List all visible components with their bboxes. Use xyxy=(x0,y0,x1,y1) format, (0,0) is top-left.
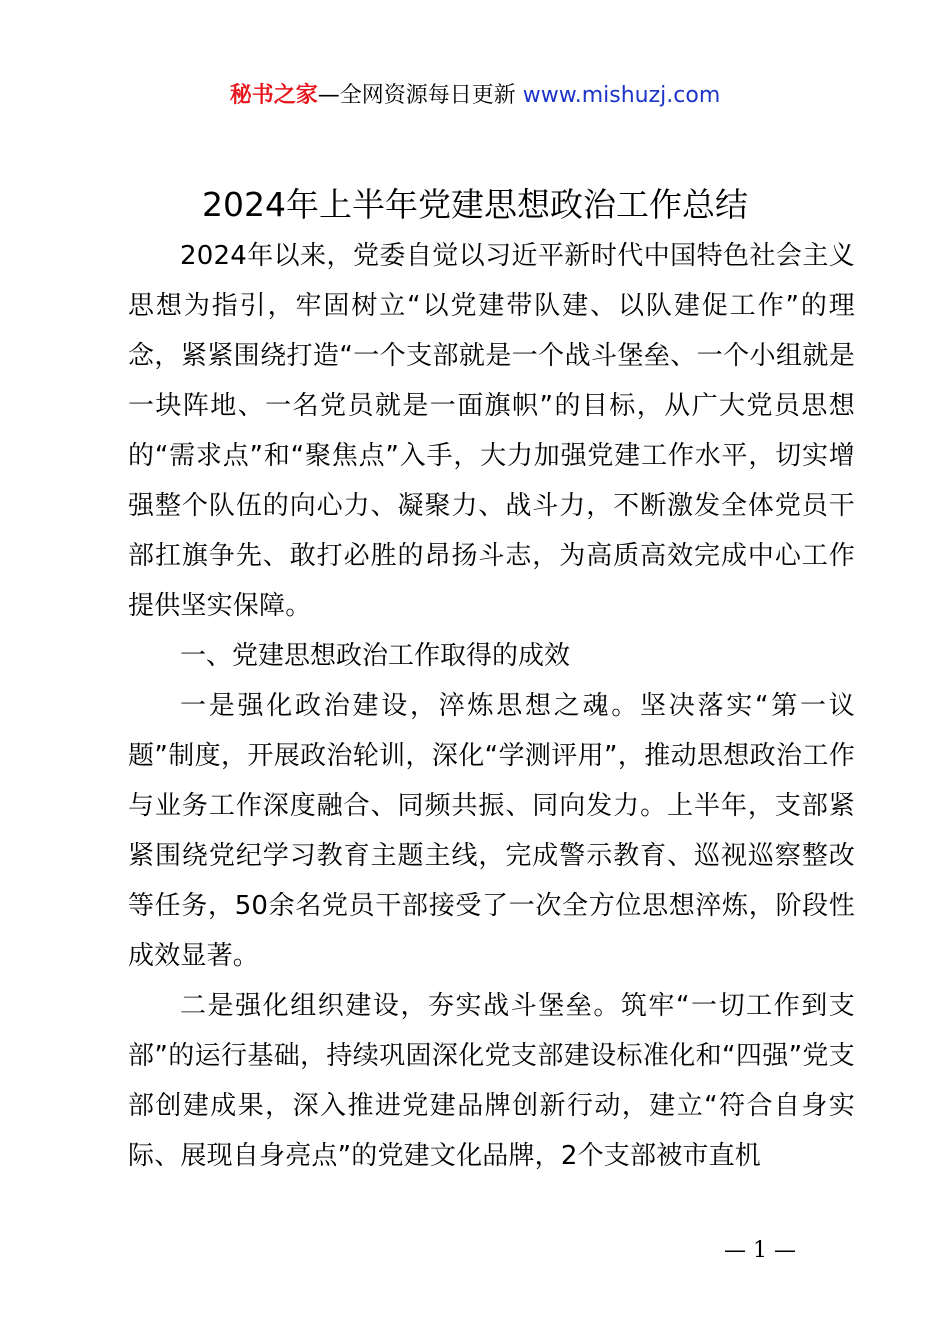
site-header xyxy=(0,80,950,112)
section-heading-1: 一、党建思想政治工作取得的成效 xyxy=(180,641,571,671)
document-title: 2024年上半年党建思想政治工作总结 xyxy=(202,185,748,224)
page-number: — 1 — xyxy=(724,1238,796,1263)
site-url[interactable]: www.mishuzj.com xyxy=(522,83,721,108)
paragraph-organization-building: 二是强化组织建设，夯实战斗堡垒。筑牢“一切工作到支部”的运行基础，持续巩固深化党支部建设标准化和“四强”党支部创建成果，深入推进党建品牌创新行动，建立“符合自身实际、展现自身亮点”的党建文化品牌，2个支部被市直机 xyxy=(128,991,855,1171)
site-brand: 秘书之家 xyxy=(229,83,318,108)
paragraph-intro: 2024年以来，党委自觉以习近平新时代中国特色社会主义思想为指引，牢固树立“以党建带队建、以队建促工作”的理念，紧紧围绕打造“一个支部就是一个战斗堡垒、一个小组就是一块阵地、一名党员就是一面旗帜”的目标，从广大党员思想的“需求点”和“聚焦点”入手，大力加强党建工作水平，切实增强整个队伍的向心力、凝聚力、战斗力，不断激发全体党员干部扛旗争先、敢打必胜的昂扬斗志，为高质高效完成中心工作提供坚实保障。 xyxy=(128,241,855,621)
document-body xyxy=(128,231,855,1181)
site-tagline: —全网资源每日更新 xyxy=(317,83,523,108)
paragraph-political-building: 一是强化政治建设，淬炼思想之魂。坚决落实“第一议题”制度，开展政治轮训，深化“学测评用”，推动思想政治工作与业务工作深度融合、同频共振、同向发力。上半年，支部紧紧围绕党纪学习教育主题主线，完成警示教育、巡视巡察整改等任务，50余名党员干部接受了一次全方位思想淬炼，阶段性成效显著。 xyxy=(128,691,855,971)
